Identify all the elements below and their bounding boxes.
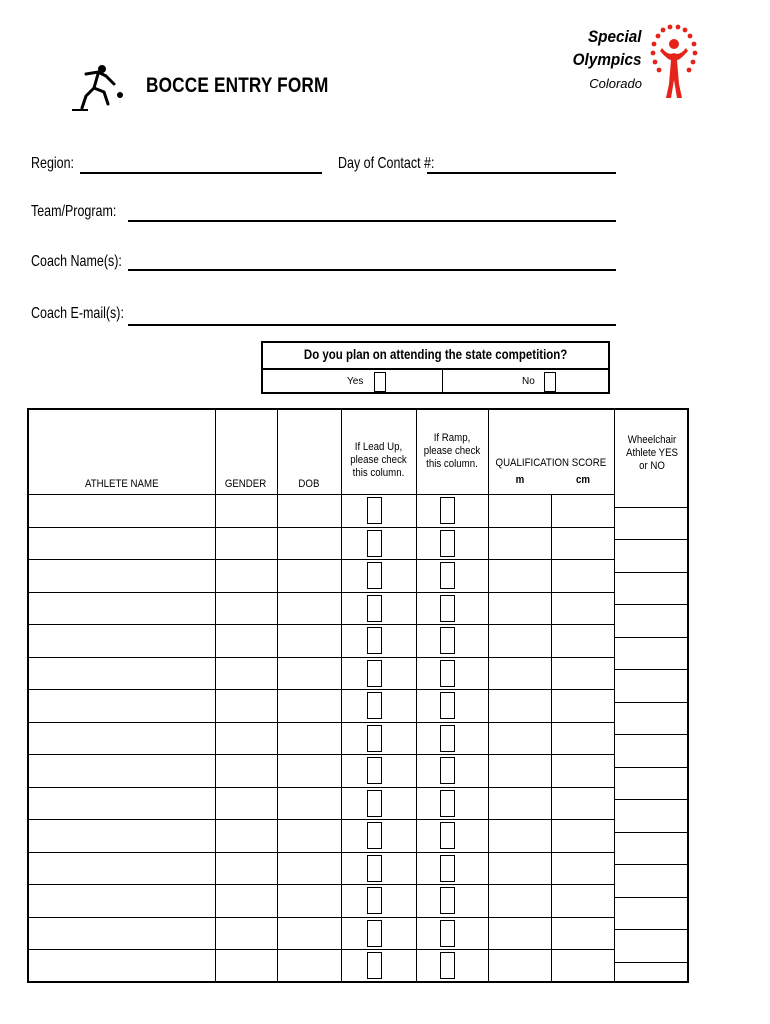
logo-line-2: Olympics bbox=[573, 50, 642, 69]
special-olympics-figure-icon bbox=[648, 22, 700, 102]
wheelchair-input[interactable] bbox=[614, 734, 687, 735]
col-divider bbox=[277, 410, 278, 981]
wheelchair-input[interactable] bbox=[614, 637, 687, 638]
lead-up-checkbox[interactable] bbox=[367, 530, 382, 557]
lead-up-checkbox[interactable] bbox=[367, 562, 382, 589]
wheelchair-input[interactable] bbox=[614, 832, 687, 833]
ramp-checkbox[interactable] bbox=[440, 887, 455, 914]
region-label: Region: bbox=[31, 155, 75, 172]
ramp-checkbox[interactable] bbox=[440, 952, 455, 979]
question-divider bbox=[263, 368, 608, 370]
coach-names-input[interactable] bbox=[128, 269, 616, 271]
logo-line-1: Special bbox=[588, 27, 642, 46]
table-row bbox=[29, 917, 614, 918]
col-divider bbox=[551, 494, 552, 981]
wheelchair-input[interactable] bbox=[614, 767, 687, 768]
lead-up-checkbox[interactable] bbox=[367, 790, 382, 817]
lead-up-checkbox[interactable] bbox=[367, 497, 382, 524]
lead-up-checkbox[interactable] bbox=[367, 920, 382, 947]
ramp-checkbox[interactable] bbox=[440, 725, 455, 752]
table-row bbox=[29, 787, 614, 788]
header-ramp-text: If Ramp, please check this column. bbox=[423, 432, 481, 470]
table-row bbox=[29, 722, 614, 723]
ramp-checkbox[interactable] bbox=[440, 855, 455, 882]
athlete-table bbox=[27, 408, 689, 983]
header-wheelchair bbox=[617, 434, 687, 473]
lead-up-checkbox[interactable] bbox=[367, 855, 382, 882]
coach-emails-input[interactable] bbox=[128, 324, 616, 326]
header-gender-text: GENDER bbox=[225, 478, 267, 490]
header-dob-text: DOB bbox=[298, 478, 320, 490]
wheelchair-input[interactable] bbox=[614, 799, 687, 800]
header-wheelchair-text: Wheelchair Athlete YES or NO bbox=[625, 434, 679, 472]
header-gender bbox=[215, 478, 277, 491]
lead-up-checkbox[interactable] bbox=[367, 757, 382, 784]
col-divider bbox=[341, 410, 342, 981]
header-ramp bbox=[416, 432, 488, 471]
region-input[interactable] bbox=[80, 172, 322, 174]
ramp-checkbox[interactable] bbox=[440, 562, 455, 589]
header-lead-up-text: If Lead Up, please check this column. bbox=[350, 441, 407, 479]
logo-line-3: Colorado bbox=[589, 76, 642, 91]
ramp-checkbox[interactable] bbox=[440, 595, 455, 622]
col-divider bbox=[416, 410, 417, 981]
wheelchair-input[interactable] bbox=[614, 702, 687, 703]
ramp-checkbox[interactable] bbox=[440, 530, 455, 557]
table-row bbox=[29, 754, 614, 755]
wheelchair-input[interactable] bbox=[614, 539, 687, 540]
no-label: No bbox=[522, 376, 535, 387]
special-olympics-logo bbox=[560, 20, 700, 102]
lead-up-checkbox[interactable] bbox=[367, 822, 382, 849]
ramp-checkbox[interactable] bbox=[440, 757, 455, 784]
table-row bbox=[29, 689, 614, 690]
header-athlete-name bbox=[29, 478, 215, 491]
ramp-checkbox[interactable] bbox=[440, 627, 455, 654]
col-divider bbox=[215, 410, 216, 981]
lead-up-checkbox[interactable] bbox=[367, 692, 382, 719]
wheelchair-input[interactable] bbox=[614, 929, 687, 930]
question-text bbox=[263, 346, 608, 362]
header-m-text: m bbox=[515, 474, 524, 486]
wheelchair-input[interactable] bbox=[614, 604, 687, 605]
table-row bbox=[29, 852, 614, 853]
header-qualification-text: QUALIFICATION SCORE bbox=[495, 457, 607, 469]
wheelchair-input[interactable] bbox=[614, 864, 687, 865]
coach-names-label: Coach Name(s): bbox=[31, 253, 122, 270]
ramp-checkbox[interactable] bbox=[440, 822, 455, 849]
day-of-contact-input[interactable] bbox=[427, 172, 616, 174]
header-cm-text: cm bbox=[575, 474, 590, 486]
yes-checkbox[interactable] bbox=[374, 372, 386, 392]
table-row bbox=[29, 982, 614, 983]
lead-up-checkbox[interactable] bbox=[367, 887, 382, 914]
question-label: Do you plan on attending the state competition? bbox=[303, 346, 568, 362]
table-row bbox=[29, 559, 614, 560]
ramp-checkbox[interactable] bbox=[440, 920, 455, 947]
coach-emails-label: Coach E-mail(s): bbox=[31, 305, 124, 322]
day-of-contact-label: Day of Contact #: bbox=[338, 155, 435, 172]
header-dob bbox=[277, 478, 341, 491]
header-m bbox=[488, 474, 551, 487]
yes-label: Yes bbox=[347, 376, 364, 387]
lead-up-checkbox[interactable] bbox=[367, 660, 382, 687]
team-program-label: Team/Program: bbox=[31, 203, 117, 220]
lead-up-checkbox[interactable] bbox=[367, 952, 382, 979]
table-row bbox=[29, 884, 614, 885]
header-lead-up bbox=[341, 441, 416, 480]
form-title: BOCCE ENTRY FORM bbox=[146, 74, 329, 97]
table-row bbox=[29, 527, 614, 528]
ramp-checkbox[interactable] bbox=[440, 692, 455, 719]
header-cm bbox=[551, 474, 614, 487]
wheelchair-input[interactable] bbox=[614, 962, 687, 963]
header-qualification-score bbox=[488, 457, 614, 470]
ramp-checkbox[interactable] bbox=[440, 497, 455, 524]
wheelchair-input[interactable] bbox=[614, 669, 687, 670]
col-divider bbox=[488, 410, 489, 981]
state-competition-question bbox=[261, 341, 610, 394]
team-program-input[interactable] bbox=[128, 220, 616, 222]
header-divider bbox=[29, 494, 614, 495]
lead-up-checkbox[interactable] bbox=[367, 725, 382, 752]
table-row bbox=[29, 949, 614, 950]
ramp-checkbox[interactable] bbox=[440, 790, 455, 817]
no-checkbox[interactable] bbox=[544, 372, 556, 392]
bocce-player-icon bbox=[68, 62, 126, 112]
header-athlete-name-text: ATHLETE NAME bbox=[85, 478, 159, 490]
wheelchair-input[interactable] bbox=[614, 897, 687, 898]
ramp-checkbox[interactable] bbox=[440, 660, 455, 687]
lead-up-checkbox[interactable] bbox=[367, 595, 382, 622]
table-row bbox=[29, 592, 614, 593]
col-divider bbox=[614, 410, 615, 981]
wheelchair-input[interactable] bbox=[614, 572, 687, 573]
wheelchair-input[interactable] bbox=[614, 507, 687, 508]
table-row bbox=[29, 657, 614, 658]
table-row bbox=[29, 819, 614, 820]
lead-up-checkbox[interactable] bbox=[367, 627, 382, 654]
table-row bbox=[29, 624, 614, 625]
question-option-divider bbox=[442, 368, 443, 392]
